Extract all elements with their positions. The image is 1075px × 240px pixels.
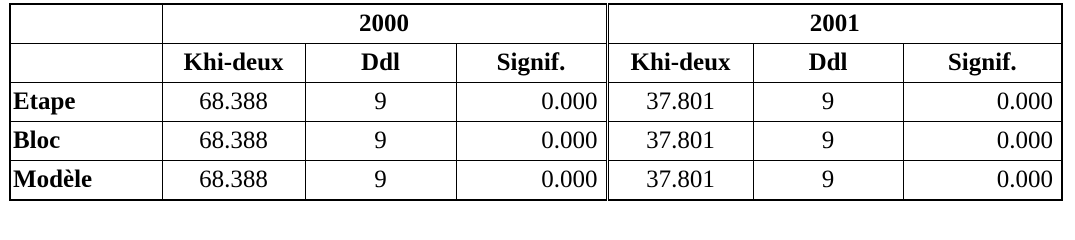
cell-khi-deux: 68.388: [162, 161, 305, 201]
row-label-bloc: Bloc: [10, 122, 162, 161]
cell-signif: 0.000: [903, 161, 1062, 201]
cell-signif: 0.000: [903, 122, 1062, 161]
cell-ddl: 9: [305, 122, 456, 161]
cell-signif: 0.000: [456, 122, 607, 161]
cell-ddl: 9: [305, 161, 456, 201]
table-row: [10, 83, 1062, 122]
table-row: [10, 122, 1062, 161]
cell-ddl: 9: [753, 161, 903, 201]
table-row: [10, 161, 1062, 201]
cell-khi-deux: 37.801: [607, 83, 753, 122]
corner-cell: [10, 4, 162, 44]
cell-ddl: 9: [753, 122, 903, 161]
col-header-ddl: Ddl: [753, 44, 903, 83]
col-header-khi-deux: Khi-deux: [162, 44, 305, 83]
corner-cell: [10, 44, 162, 83]
row-label-etape: Etape: [10, 83, 162, 122]
cell-ddl: 9: [753, 83, 903, 122]
cell-khi-deux: 37.801: [607, 122, 753, 161]
col-header-signif: Signif.: [456, 44, 607, 83]
cell-khi-deux: 68.388: [162, 122, 305, 161]
col-header-khi-deux: Khi-deux: [607, 44, 753, 83]
cell-khi-deux: 37.801: [607, 161, 753, 201]
column-header-row: [10, 44, 1062, 83]
chi-square-table: [9, 3, 1063, 201]
col-header-ddl: Ddl: [305, 44, 456, 83]
year-header-2001: 2001: [607, 4, 1062, 44]
col-header-signif: Signif.: [903, 44, 1062, 83]
cell-signif: 0.000: [903, 83, 1062, 122]
cell-ddl: 9: [305, 83, 456, 122]
cell-signif: 0.000: [456, 161, 607, 201]
cell-signif: 0.000: [456, 83, 607, 122]
year-header-2000: 2000: [162, 4, 607, 44]
year-header-row: [10, 4, 1062, 44]
cell-khi-deux: 68.388: [162, 83, 305, 122]
row-label-modele: Modèle: [10, 161, 162, 201]
